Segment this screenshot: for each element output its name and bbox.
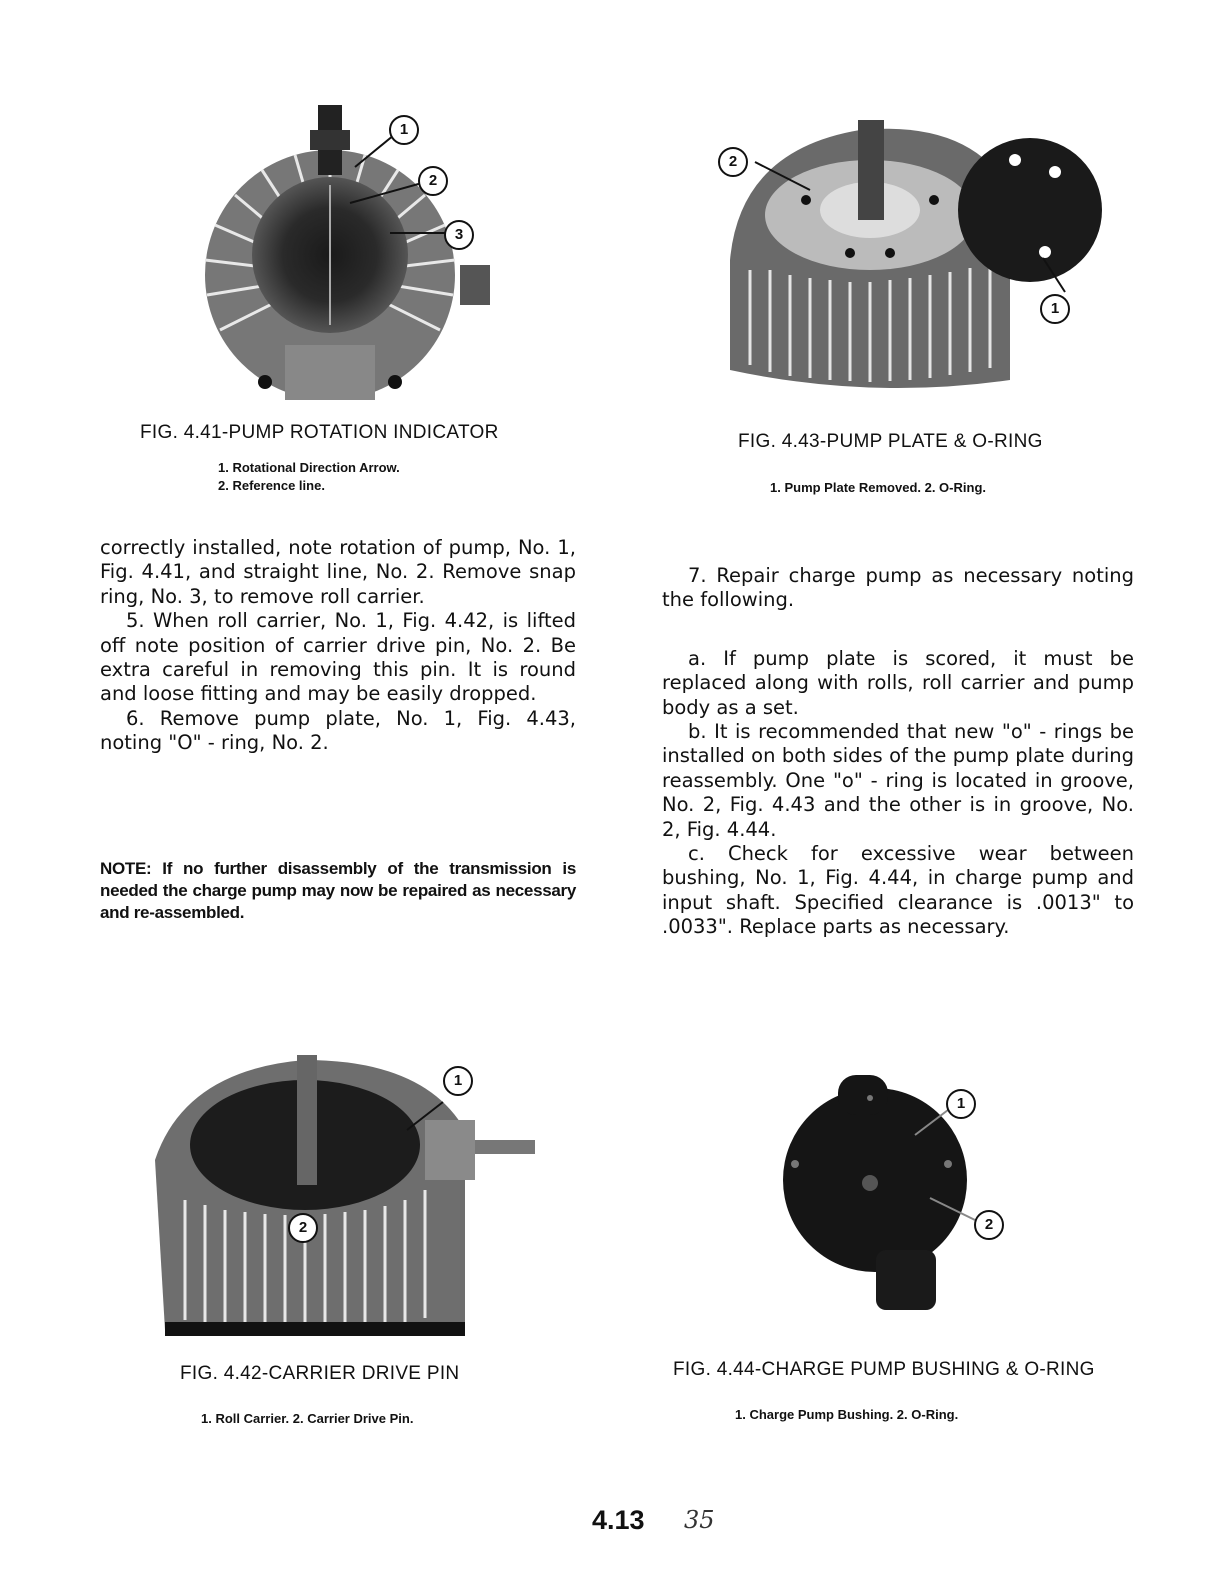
callout-2: 2: [718, 147, 748, 177]
figure-4-41-caption: FIG. 4.41-PUMP ROTATION INDICATOR: [140, 422, 499, 443]
figure-4-44-legend: 1. Charge Pump Bushing. 2. O-Ring.: [735, 1407, 959, 1422]
figure-4-44-caption: FIG. 4.44-CHARGE PUMP BUSHING & O-RING: [673, 1359, 1095, 1380]
callout-1: 1: [443, 1066, 473, 1096]
spacer: [662, 613, 1134, 647]
figure-4-43-legend: 1. Pump Plate Removed. 2. O-Ring.: [770, 480, 986, 495]
figure-4-43-caption: FIG. 4.43-PUMP PLATE & O-RING: [738, 431, 1043, 452]
figure-4-42-legend: 1. Roll Carrier. 2. Carrier Drive Pin.: [201, 1411, 414, 1426]
item-b: b. It is recommended that new "o" - rings be installed on both sides of the pump plate during reassembly. One "o" - ring is located in groove, No. 2, Fig. 4.43 and the other is in groove, No. 2, Fig. 4.44.: [662, 720, 1134, 841]
paragraph-step-7: 7. Repair charge pump as necessary noting the following.: [662, 564, 1134, 612]
paragraph-step-5: 5. When roll carrier, No. 1, Fig. 4.42, is lifted off note position of carrier drive pin, No. 2. Be extra careful in removing this pin. It is round and loose fitting and may be easily dropped.: [100, 609, 576, 706]
paragraph-step-6: 6. Remove pump plate, No. 1, Fig. 4.43, noting "O" - ring, No. 2.: [100, 706, 576, 755]
figure-4-41-legend: [218, 459, 400, 495]
legend-item: 2. Reference line.: [218, 478, 325, 493]
note-text: NOTE: If no further disassembly of the transmission is needed the charge pump may now be repaired as necessary and re-assembled.: [100, 859, 576, 922]
right-column-text: [662, 564, 1134, 940]
handwritten-page-number: 35: [684, 1506, 715, 1534]
page-number: 4.13: [592, 1505, 645, 1535]
left-column-text: [100, 536, 576, 756]
callout-1: 1: [946, 1089, 976, 1119]
callout-1: 1: [389, 115, 419, 145]
callout-3: 3: [444, 220, 474, 250]
callout-2: 2: [974, 1210, 1004, 1240]
paragraph: correctly installed, note rotation of pump, No. 1, Fig. 4.41, and straight line, No. 2. Remove snap ring, No. 3, to remove roll carrier.: [100, 536, 576, 608]
callout-2: 2: [288, 1213, 318, 1243]
item-a: a. If pump plate is scored, it must be replaced along with rolls, roll carrier and pump body as a set.: [662, 646, 1134, 719]
item-c: c. Check for excessive wear between bushing, No. 1, Fig. 4.44, in charge pump and input shaft. Specified clearance is .0013" to .0033". Replace parts as necessary.: [662, 842, 1134, 939]
figure-4-44-photo: [770, 1070, 1030, 1320]
callout-2: 2: [418, 166, 448, 196]
figure-4-42-caption: FIG. 4.42-CARRIER DRIVE PIN: [180, 1363, 460, 1384]
callout-1: 1: [1040, 294, 1070, 324]
figure-4-41-photo: [190, 95, 570, 405]
legend-item: 1. Rotational Direction Arrow.: [218, 460, 400, 475]
figure-4-42-photo: [145, 1050, 545, 1340]
figure-4-43-photo: [710, 110, 1110, 400]
